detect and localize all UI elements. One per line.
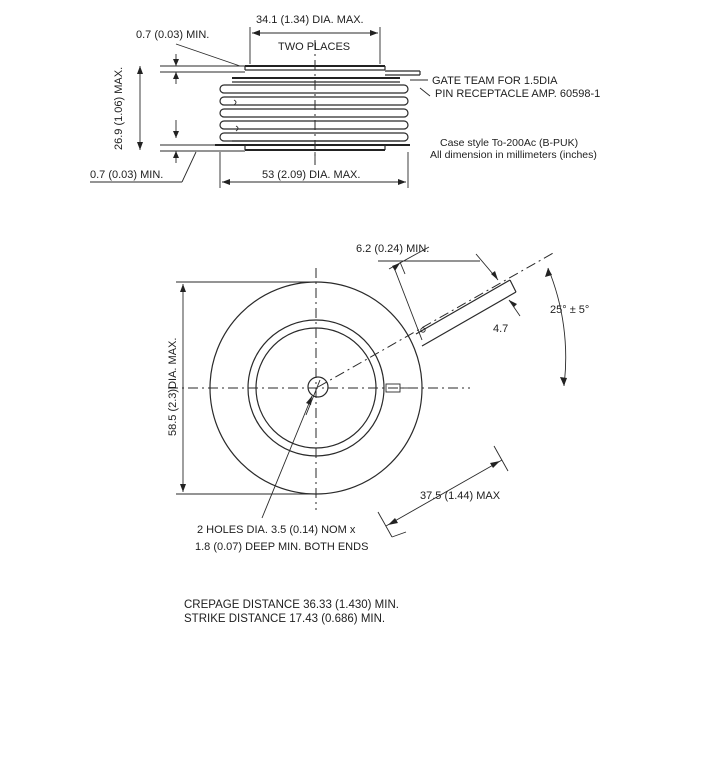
angle-dimension — [545, 268, 589, 386]
base-dia-dimension — [220, 152, 408, 188]
case-note-line2: All dimension in millimeters (inches) — [430, 149, 597, 161]
holes-note-line1: 2 HOLES DIA. 3.5 (0.14) NOM x — [197, 524, 356, 536]
case-note-line1: Case style To-200Ac (B-PUK) — [440, 137, 579, 149]
base-dia-label: 53 (2.09) DIA. MAX. — [262, 169, 361, 181]
gate-note — [410, 75, 600, 100]
side-view-body — [215, 40, 420, 165]
height-label: 26.9 (1.06) MAX. — [113, 66, 125, 150]
gate-note-line1: GATE TEAM FOR 1.5DIA — [432, 75, 558, 87]
top-gap-dimension — [136, 29, 245, 138]
lead-dim-label: 4.7 — [493, 323, 509, 335]
top-dia-dimension — [250, 14, 380, 64]
top-view — [167, 243, 589, 553]
lead-dim-dimension — [476, 254, 520, 335]
bottom-gap-label: 0.7 (0.03) MIN. — [90, 169, 164, 181]
radius-dimension — [378, 446, 508, 537]
creepage-label: CREPAGE DISTANCE 36.33 (1.430) MIN. — [184, 599, 399, 611]
holes-note-line2: 1.8 (0.07) DEEP MIN. BOTH ENDS — [195, 541, 369, 553]
top-dia-label: 34.1 (1.34) DIA. MAX. — [256, 14, 364, 26]
footer-notes — [184, 599, 399, 625]
radius-label: 37.5 (1.44) MAX — [420, 490, 501, 502]
gate-note-line2: PIN RECEPTACLE AMP. 60598-1 — [435, 88, 601, 100]
lead-width-label: 6.2 (0.24) MIN. — [356, 243, 430, 255]
top-gap-label: 0.7 (0.03) MIN. — [136, 29, 210, 41]
two-places-label: TWO PLACES — [278, 41, 351, 53]
holes-leader — [195, 380, 368, 553]
angle-label: 25° ± 5° — [550, 304, 590, 316]
height-dimension — [113, 66, 143, 150]
lead-width-dimension — [356, 243, 480, 340]
outer-dia-label: 58.5 (2.3)DIA. MAX. — [167, 337, 179, 436]
gate-lead — [318, 252, 555, 387]
side-view — [90, 14, 600, 188]
strike-label: STRIKE DISTANCE 17.43 (0.686) MIN. — [184, 613, 386, 625]
case-note — [430, 137, 597, 161]
